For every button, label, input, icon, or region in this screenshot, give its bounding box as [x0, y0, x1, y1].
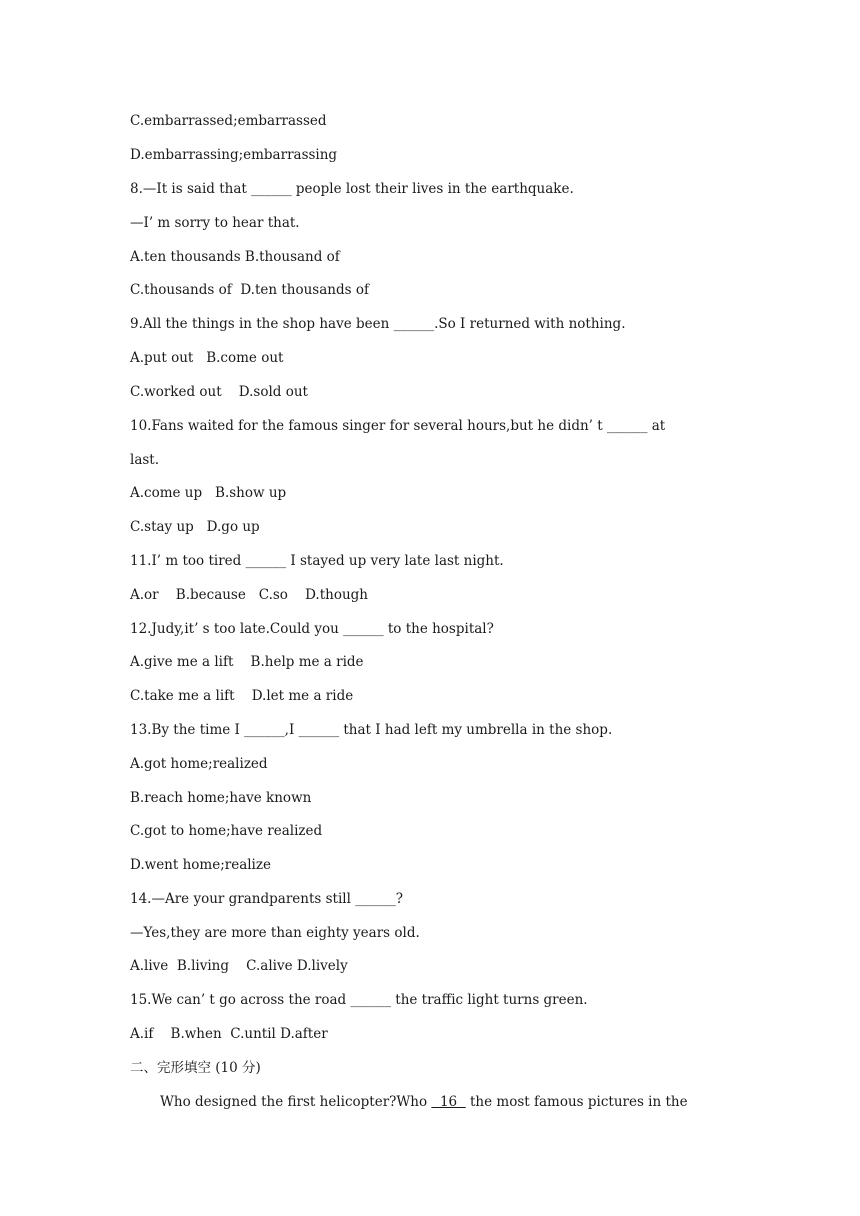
option-line: C.worked out D.sold out — [130, 384, 308, 400]
option-line: C.stay up D.go up — [130, 519, 260, 535]
section-heading: 二、完形填空 (10 分) — [130, 1060, 261, 1076]
option-line: A.give me a lift B.help me a ride — [130, 654, 364, 670]
blank-16: 16 — [431, 1094, 466, 1110]
dialogue-line: —Yes,they are more than eighty years old. — [130, 925, 420, 941]
option-line: C.take me a lift D.let me a ride — [130, 688, 354, 704]
question-15: 15.We can’ t go across the road ______ the traffic light turns green. — [130, 992, 588, 1008]
option-line: D.embarrassing;embarrassing — [130, 147, 338, 163]
question-11: 11.I’ m too tired ______ I stayed up very late last night. — [130, 553, 504, 569]
option-line: A.live B.living C.alive D.lively — [130, 958, 348, 974]
option-line: A.come up B.show up — [130, 485, 287, 501]
cloze-passage-line — [160, 1093, 688, 1111]
option-line: A.got home;realized — [130, 756, 268, 772]
question-10: 10.Fans waited for the famous singer for several hours,but he didn’ t ______ at — [130, 418, 666, 434]
dialogue-line: —I’ m sorry to hear that. — [130, 215, 300, 231]
option-line: D.went home;realize — [130, 857, 271, 873]
option-line: A.if B.when C.until D.after — [130, 1026, 328, 1042]
question-10-continued: last. — [130, 452, 160, 468]
option-line: C.embarrassed;embarrassed — [130, 113, 327, 129]
question-12: 12.Judy,it’ s too late.Could you ______ to the hospital? — [130, 621, 494, 637]
option-line: A.ten thousands B.thousand of — [130, 249, 340, 265]
passage-text: the most famous pictures in the — [465, 1094, 688, 1110]
question-13: 13.By the time I ______,I ______ that I had left my umbrella in the shop. — [130, 722, 613, 738]
option-line: C.got to home;have realized — [130, 823, 323, 839]
option-line: A.put out B.come out — [130, 350, 284, 366]
question-14: 14.—Are your grandparents still ______? — [130, 891, 403, 907]
question-9: 9.All the things in the shop have been ______.So I returned with nothing. — [130, 316, 626, 332]
option-line: B.reach home;have known — [130, 790, 312, 806]
passage-text: Who designed the first helicopter?Who — [160, 1094, 432, 1110]
question-8: 8.—It is said that ______ people lost their lives in the earthquake. — [130, 181, 574, 197]
option-line: C.thousands of D.ten thousands of — [130, 282, 369, 298]
option-line: A.or B.because C.so D.though — [130, 587, 368, 603]
